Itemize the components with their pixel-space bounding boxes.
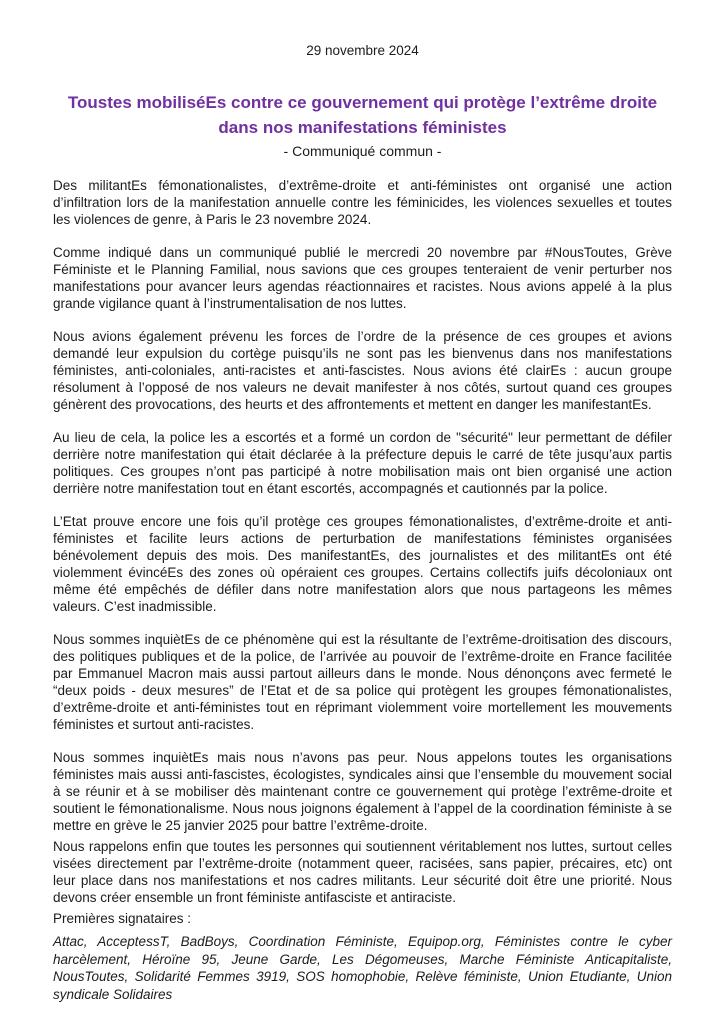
document-subtitle: - Communiqué commun - xyxy=(283,143,442,159)
paragraph-communique-20-novembre: Comme indiqué dans un communiqué publié le mercredi 20 novembre par #NousToutes, Grève Féministe et le Planning Familial, nous savions que ces groupes tenteraient de venir perturber nos manifestations pour avancer leurs agendas réactionnaires et racistes. Nous avions appelé à la plus grande vigilance quant à l’instrumentalisation de nos luttes. xyxy=(53,245,672,311)
paragraph-forces-de-l-ordre: Nous avions également prévenu les forces de l’ordre de la présence de ces groupes et avions demandé leur expulsion du cortège puisqu’ils ne sont pas les bienvenus dans nos manifestations féministes, anti-coloniales, anti-racistes et anti-fascistes. Nous avions été clairEs : aucun groupe résolument à l’opposé de nos valeurs ne devait manifester à nos côtés, surtout quand ces groupes génèrent des provocations, des heurts et des affrontements et mettent en danger les manifestantEs. xyxy=(53,329,672,412)
document-title: Toustes mobiliséEs contre ce gouvernement qui protège l’extrême droite dans nos manifestations féministes xyxy=(67,93,658,137)
paragraph-police-escorte: Au lieu de cela, la police les a escortés et a formé un cordon de "sécurité" leur permettant de défiler derrière notre manifestation qui était déclarée à la préfecture depuis le carré de tête jusqu’aux partis politiques. Ces groupes n’ont pas participé à notre mobilisation mais ont bien organisé une action derrière notre manifestation tout en étant escortés, accompagnés et cautionnés par la police. xyxy=(53,430,672,496)
signatories-label: Premières signataires : xyxy=(53,911,192,926)
paragraph-infiltration: Des militantEs fémonationalistes, d’extrême-droite et anti-féministes ont organisé une action d’infiltration lors de la manifestation annuelle contre les féminicides, les violences sexuelles et toutes les violences de genre, à Paris le 23 novembre 2024. xyxy=(53,178,672,227)
document-date: 29 novembre 2024 xyxy=(306,43,419,58)
paragraph-front-antifasciste: Nous rappelons enfin que toutes les personnes qui soutiennent véritablement nos luttes, surtout celles visées directement par l’extrême-droite (notamment queer, racisées, sans papier, précaires, etc) ont leur place dans nos manifestations et nos cadres militants. Leur sécurité doit être une priorité. Nous devons créer ensemble un front féministe antifasciste et antiraciste. xyxy=(53,839,672,905)
paragraph-appel-mobilisation: Nous sommes inquiètEs mais nous n’avons pas peur. Nous appelons toutes les organisations féministes mais aussi anti-fascistes, écologistes, syndicales ainsi que l’ensemble du mouvement social à se réunir et à se mobiliser dès maintenant contre ce gouvernement qui protège l’extrême-droite et soutient le fémonationalisme. Nous nous joignons également à l’appel de la coordination féministe à se mettre en grève le 25 janvier 2025 pour battre l’extrême-droite. xyxy=(53,750,672,833)
paragraph-etat-protege: L’Etat prouve encore une fois qu’il protège ces groupes fémonationalistes, d’extrême-droite et anti-féministes et facilite leurs actions de perturbation de manifestations féministes organisées bénévolement depuis des mois. Des manifestantEs, des journalistes et des militantEs ont été violemment évincéEs des zones où opéraient ces groupes. Certains collectifs juifs décoloniaux ont même été empêchés de défiler dans notre manifestation alors que nous partageons les mêmes valeurs. C’est inadmissible. xyxy=(53,514,672,614)
paragraph-inquietude-extreme-droitisation: Nous sommes inquiètEs de ce phénomène qui est la résultante de l’extrême-droitisation des discours, des politiques publiques et de la police, de l’arrivée au pouvoir de l’extrême-droite en France facilitée par Emmanuel Macron mais aussi partout ailleurs dans le monde. Nous dénonçons avec fermeté le “deux poids - deux mesures” de l’Etat et de sa police qui protègent les groupes fémonationalistes, d’extrême-droite et anti-féministes tout en réprimant violemment voire mortellement les mouvements féministes et surtout anti-racistes. xyxy=(53,632,672,732)
signatories-list: Attac, AcceptessT, BadBoys, Coordination Féministe, Equipop.org, Féministes contre le cyber harcèlement, Héroïne 95, Jeune Garde, Les Dégomeuses, Marche Féministe Anticapitaliste, NousToutes, Solidarité Femmes 3919, SOS homophobie, Relève féministe, Union Etudiante, Union syndicale Solidaires xyxy=(53,934,672,1002)
